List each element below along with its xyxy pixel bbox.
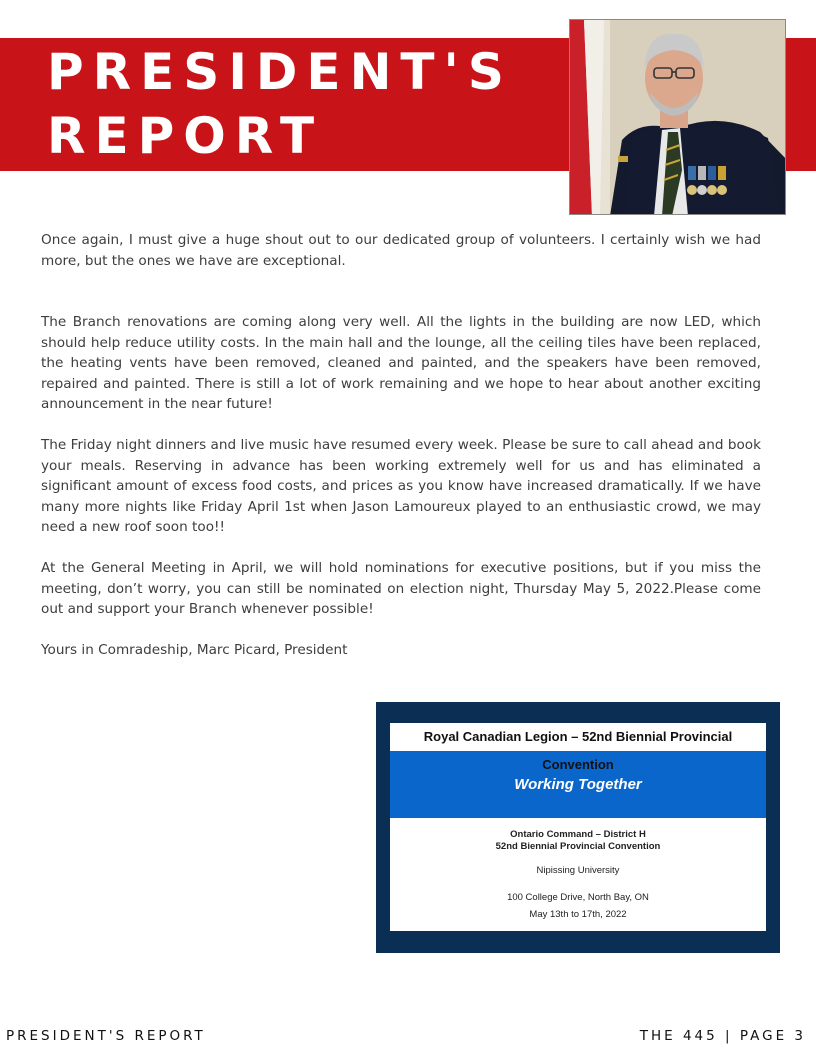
footer-section-title: PRESIDENT'S REPORT: [6, 1028, 206, 1044]
signature-line: Yours in Comradeship, Marc Picard, President: [41, 642, 348, 658]
convention-command: Ontario Command – District H: [510, 829, 646, 840]
report-body: [41, 230, 761, 661]
convention-card: [390, 723, 766, 931]
convention-dates: May 13th to 17th, 2022: [529, 909, 627, 920]
convention-venue: Nipissing University: [536, 865, 620, 876]
paragraph-volunteers: Once again, I must give a huge shout out to our dedicated group of volunteers. I certainly wish we had more, but the ones we have are exceptional.: [41, 232, 761, 269]
convention-announcement: [376, 702, 780, 953]
president-photo: [569, 19, 786, 215]
footer-page-number: THE 445 | PAGE 3: [639, 1028, 806, 1044]
paragraph-general-meeting: At the General Meeting in April, we will hold nominations for executive positions, but if you miss the meeting, don’t worry, you can still be nominated on election night, Thursday May 5, 2022.Please come out and support your Branch whenever possible!: [41, 560, 761, 617]
paragraph-friday-dinners: The Friday night dinners and live music have resumed every week. Please be sure to call ahead and book your meals. Reserving in advance has been working extremely well for us and has eliminated a significant amount of excess food costs, and prices as you know have increased dramatically. If we have many more nights like Friday April 1st when Jason Lamoureux played to an enthusiastic crowd, we may need a new roof soon too!!: [41, 437, 761, 535]
convention-address: 100 College Drive, North Bay, ON: [507, 892, 649, 903]
convention-name: 52nd Biennial Provincial Convention: [495, 841, 661, 852]
convention-theme: Working Together: [390, 751, 766, 818]
convention-details: [390, 818, 766, 921]
convention-heading: Royal Canadian Legion – 52nd Biennial Provincial: [423, 729, 733, 744]
paragraph-renovations: The Branch renovations are coming along very well. All the lights in the building are now LED, which should help reduce utility costs. In the main hall and the lounge, all the ceiling tiles have been replaced, the heating vents have been removed, cleaned and painted, and the speakers have been removed, repaired and painted. There is still a lot of work remaining and we hope to hear about another exciting announcement in the near future!: [41, 314, 761, 412]
page-title: PRESIDENT'S REPORT: [47, 43, 513, 165]
